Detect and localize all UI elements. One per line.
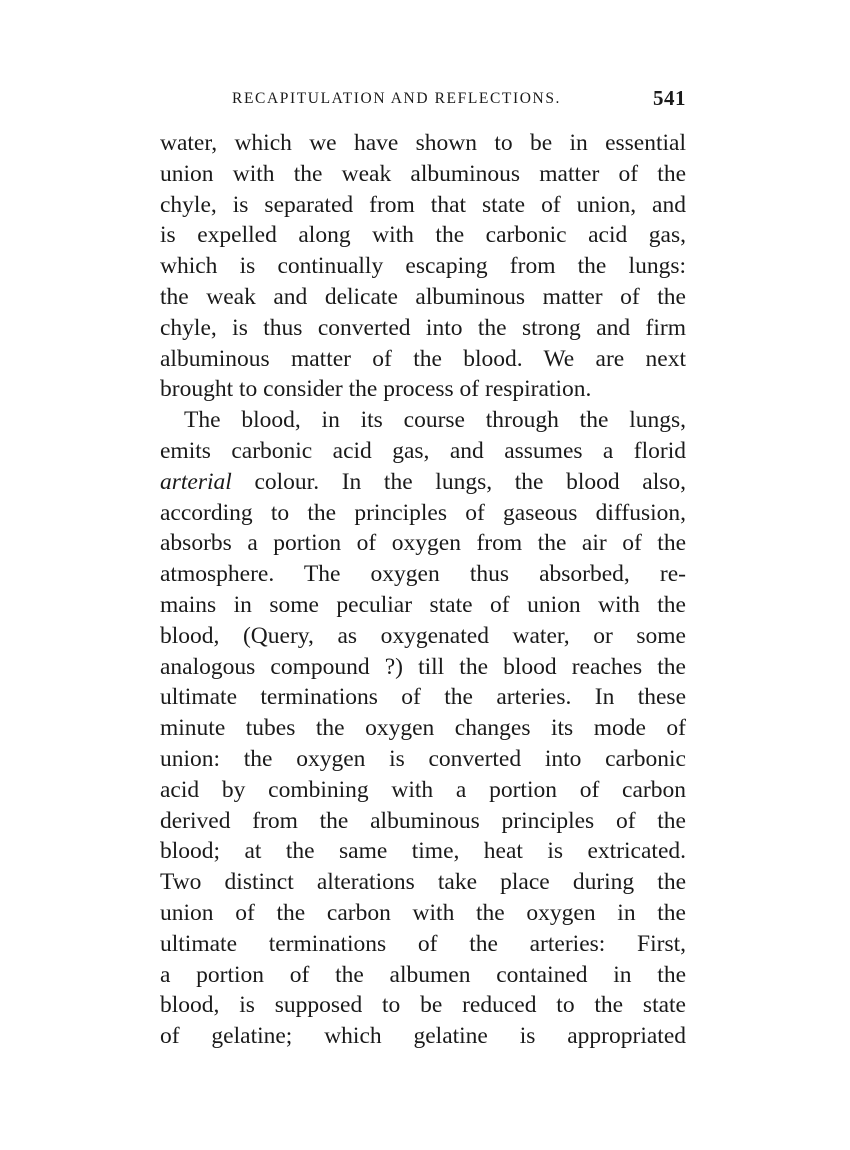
text-line: chyle, is thus converted into the strong and firm: [160, 314, 686, 341]
text-line: blood, (Query, as oxygenated water, or some: [160, 622, 686, 649]
text-line: the weak and delicate albuminous matter of the: [160, 283, 686, 310]
text-line: according to the principles of gaseous diffusion,: [160, 499, 686, 526]
page-number: 541: [653, 86, 686, 110]
italic-term: arterial: [160, 468, 232, 495]
text-line: blood; at the same time, heat is extricated.: [160, 838, 686, 865]
text-line: union of the carbon with the oxygen in the: [160, 899, 686, 926]
text-line: ultimate terminations of the arteries. In these: [160, 684, 686, 711]
text-line: derived from the albuminous principles of the: [160, 807, 686, 834]
text-line: a portion of the albumen contained in the: [160, 961, 686, 988]
running-head: [160, 86, 686, 116]
body-text: [160, 128, 686, 1052]
text-line: blood, is supposed to be reduced to the state: [160, 992, 686, 1019]
text-line: atmosphere. The oxygen thus absorbed, re-: [160, 561, 686, 588]
text-line: mains in some peculiar state of union with the: [160, 591, 686, 618]
text-line: albuminous matter of the blood. We are next: [160, 345, 686, 372]
text-line: absorbs a portion of oxygen from the air of the: [160, 530, 686, 557]
text-line: chyle, is separated from that state of union, and: [160, 191, 686, 218]
text-line: analogous compound ?) till the blood reaches the: [160, 653, 686, 680]
text-line: brought to consider the process of respiration.: [160, 376, 592, 403]
text-line: minute tubes the oxygen changes its mode of: [160, 715, 686, 742]
running-title: RECAPITULATION AND REFLECTIONS.: [232, 90, 562, 107]
text-line: [160, 467, 686, 498]
text-line: union with the weak albuminous matter of the: [160, 160, 686, 187]
text-line: ultimate terminations of the arteries: First,: [160, 930, 686, 957]
text-line: Two distinct alterations take place during the: [160, 869, 686, 896]
text-line: emits carbonic acid gas, and assumes a florid: [160, 437, 686, 464]
text-line: which is continually escaping from the lungs:: [160, 253, 686, 280]
text-run: colour. In the lungs, the blood also,: [231, 468, 686, 495]
text-line: water, which we have shown to be in essential: [160, 130, 686, 156]
paragraph-first-line: The blood, in its course through the lungs,: [184, 407, 686, 434]
text-line: acid by combining with a portion of carbon: [160, 776, 686, 803]
text-line: is expelled along with the carbonic acid gas,: [160, 222, 686, 249]
text-line: union: the oxygen is converted into carbonic: [160, 745, 686, 772]
text-line: of gelatine; which gelatine is appropriated: [160, 1023, 686, 1050]
